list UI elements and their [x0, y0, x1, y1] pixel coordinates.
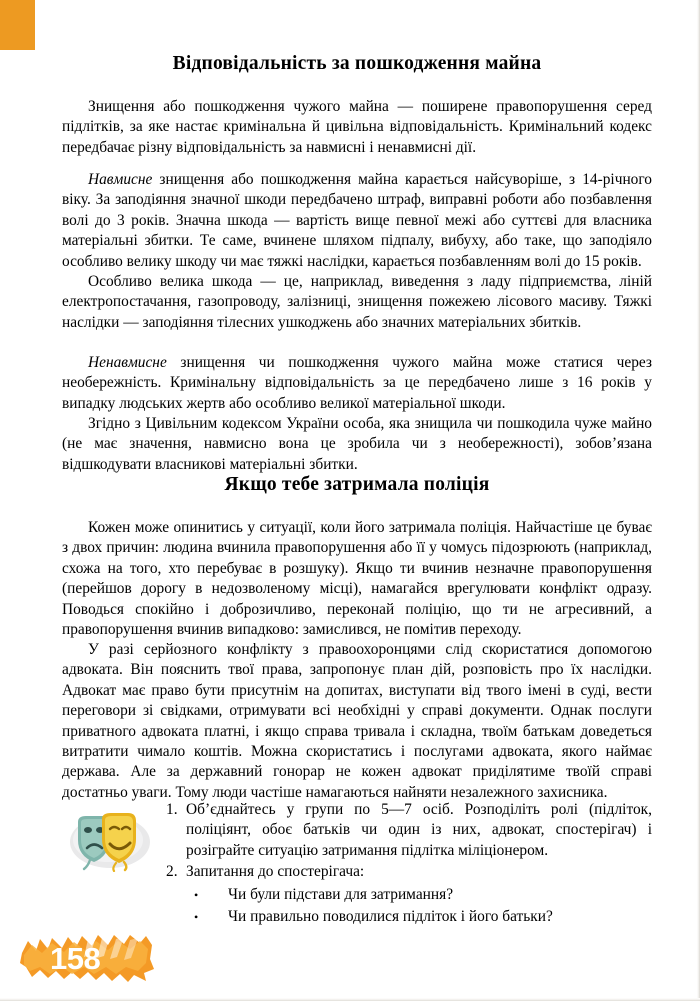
- side-band-sheen: [0, 57, 35, 947]
- exercise-number: 2.: [166, 863, 178, 881]
- theatre-masks-icon: [64, 808, 152, 872]
- paragraph: [62, 353, 652, 414]
- list-item: [194, 907, 652, 927]
- exercise-text: Запитання до спостерігача:: [186, 863, 365, 881]
- exercise-item: [166, 800, 652, 861]
- side-band-top-segment: [0, 0, 35, 50]
- section-title-property-damage: Відповідальність за пошкодження майна: [172, 53, 542, 74]
- page-number-badge: [18, 929, 158, 987]
- paragraph-lead-italic: Навмисне: [88, 171, 153, 188]
- bullet-marker-icon: •: [194, 910, 199, 925]
- list-item: [194, 885, 652, 905]
- side-band-main-segment: [0, 57, 35, 947]
- paragraph-text: Особливо велика шкода — це, наприклад, виведення з ладу підприємства, ліній електропостачання, газопроводу, залізниці, знищення пожежею лісового масиву. Тяжкі наслідки — заподіяння тілесних ушкоджень або значних матеріальних збитків.: [62, 273, 652, 331]
- paragraph-text: знищення чи пошкодження чужого майна може статися через необережність. Кримінальну відповідальність за це передбачено лише з 16 років у випадку людських жертв або особливо великої матеріальної шкоди.: [62, 354, 652, 412]
- exercise-number: 1.: [166, 801, 178, 818]
- page-number: 158: [50, 941, 101, 976]
- list-item-text: Чи були підстави для затримання?: [228, 885, 454, 903]
- paragraph-text: Знищення або пошкодження чужого майна — поширене правопорушення серед підлітків, за яке настає кримінальна й цивільна відповідальність. Кримінальний кодекс передбачає різну відповідальність за навмисні і ненавмисні дії.: [62, 98, 652, 156]
- paragraph-text: знищення або пошкодження майна карається найсуворіше, з 14-річного віку. За заподіяння значної шкоди передбачено штраф, виправні роботи або позбавлення волі до 3 років. Значна шкода — вартість вище певної межі або суттєві для власника матеріальні збитки. Те саме, вчинене шляхом підпалу, вибуху, або таке, що заподіяло особливо велику шкоду чи має тяжкі наслідки, карається позбавленням волі до 15 років.: [62, 171, 652, 270]
- paragraph: [62, 518, 652, 640]
- paragraph: [62, 414, 652, 475]
- exercise-item: [166, 862, 652, 882]
- paragraph: [62, 170, 652, 272]
- paragraph-text: Згідно з Цивільним кодексом України особа, яка знищила чи пошкодила чуже майно (не має значення, навмисно вона це зробила чи з необережності), зобов’язана відшкодувати власникові матеріальні збитки.: [62, 415, 652, 473]
- paragraph: [62, 97, 652, 158]
- bullet-marker-icon: •: [194, 887, 199, 902]
- paragraph: [62, 640, 652, 803]
- section-title-police-detention: Якщо тебе затримала поліція: [224, 474, 490, 495]
- paragraph: [62, 272, 652, 333]
- paragraph-text: Кожен може опинитись у ситуації, коли його затримала поліція. Найчастіше це буває з двох причин: людина вчинила правопорушення або її у чомусь підозрюють (наприклад, схожа на того, хто перебуває в розшуку). Якщо ти вчинив незначне правопорушення (перейшов дорогу в недозволеному місці), намагайся врегулювати конфлікт одразу. Поводься спокійно і доброзичливо, переконай поліцію, що ти не агресивний, а правопорушення вчинив випадково: замислився, не помітив переходу.: [62, 519, 652, 639]
- list-item-text: Чи правильно поводилися підліток і його батьки?: [228, 908, 553, 926]
- paragraph-lead-italic: Ненавмисне: [88, 354, 167, 371]
- exercise-list: [166, 800, 652, 927]
- exercise-text: Об’єднайтесь у групи по 5—7 осіб. Розподіліть ролі (підліток, поліціянт, обоє батьків чи один із них, адвокат, спостерігач) і розіграйте ситуацію затримання підлітка міліціонером.: [186, 801, 652, 859]
- exercise-block: [62, 800, 652, 927]
- paragraph-text: У разі серйозного конфлікту з правоохоронцями слід скористатися допомогою адвоката. Він пояснить твої права, запропонує план дій, розповість про їх наслідки. Адвокат має право бути присутнім на допитах, виступати від твого імені в суді, вести переговори зі свідками, отримувати всі необхідні у справі документи. Однак послуги приватного адвоката платні, і якщо справа тривала і складна, твоїм батькам доведеться витратити чимало коштів. Можна скористатись і послугами адвоката, якого наймає держава. Але за державний гонорар не кожен адвокат приділятиме твоїй справі достатньо уваги. Тому люди частіше намагаються найняти незалежного захисника.: [62, 641, 652, 801]
